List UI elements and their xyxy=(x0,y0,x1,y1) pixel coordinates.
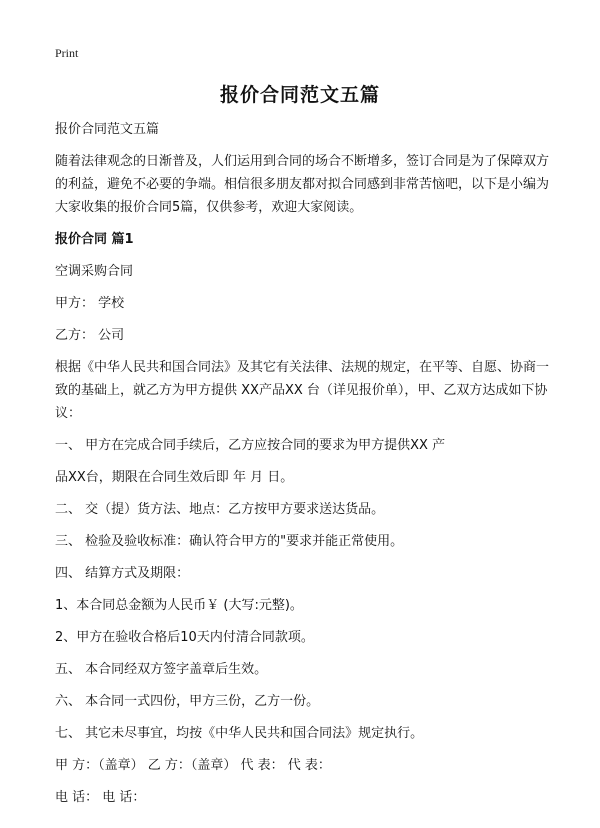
print-link[interactable]: Print xyxy=(55,46,79,60)
contract-name: 空调采购合同 xyxy=(55,264,134,279)
phone-line: 电 话： 电 话： xyxy=(55,790,146,805)
clause-6: 六、 本合同一式四份，甲方三份，乙方一份。 xyxy=(55,694,320,709)
clause-4-2: 2、甲方在验收合格后10天内付清合同款项。 xyxy=(55,630,314,645)
document-body xyxy=(55,118,555,818)
clause-4: 四、 结算方式及期限： xyxy=(55,566,190,581)
section-heading-1: 报价合同 篇1 xyxy=(55,232,134,247)
clause-1-line-2: 品XX台，期限在合同生效后即 年 月 日。 xyxy=(55,470,294,485)
party-b-line: 乙方： 公司 xyxy=(55,328,125,343)
intro-subtitle: 报价合同范文五篇 xyxy=(55,122,160,137)
signature-line: 甲 方：（盖章） 乙 方：（盖章） 代 表： 代 表： xyxy=(55,758,331,773)
clause-1-line-1: 一、 甲方在完成合同手续后，乙方应按合同的要求为甲方提供XX 产 xyxy=(55,438,446,453)
clause-7: 七、 其它未尽事宜，均按《中华人民共和国合同法》规定执行。 xyxy=(55,726,424,741)
intro-paragraph: 随着法律观念的日渐普及，人们运用到合同的场合不断增多，签订合同是为了保障双方的利益，避免不必要的争端。相信很多朋友都对拟合同感到非常苦恼吧，以下是小编为大家收集的报价合同5篇，仅供参考，欢迎大家阅读。 xyxy=(55,154,550,215)
clause-2: 二、 交（提）货方法、地点：乙方按甲方要求送达货品。 xyxy=(55,502,385,517)
clause-5: 五、 本合同经双方签字盖章后生效。 xyxy=(55,662,268,677)
clause-4-1: 1、本合同总金额为人民币￥ (大写:元整)。 xyxy=(55,598,303,613)
party-a-line: 甲方： 学校 xyxy=(55,296,125,311)
document-title: 报价合同范文五篇 xyxy=(219,84,380,106)
clause-3: 三、 检验及验收标准：确认符合甲方的"要求并能正常使用。 xyxy=(55,534,404,549)
basis-paragraph: 根据《中华人民共和国合同法》及其它有关法律、法规的规定，在平等、自愿、协商一致的基础上，就乙方为甲方提供 XX产品XX 台（详见报价单），甲、乙双方达成如下协议： xyxy=(55,360,550,421)
